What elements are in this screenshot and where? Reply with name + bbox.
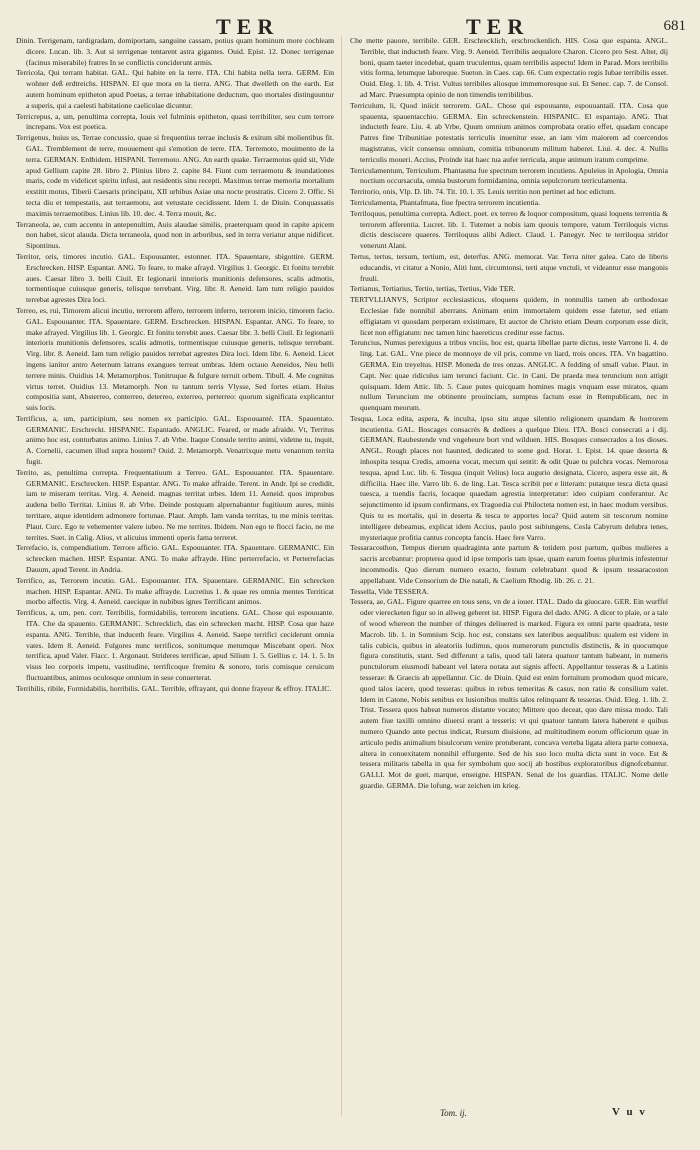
dictionary-entry: Tessera, ae, GAL. Figure quarree en tous sens, vn de a iouer. ITAL. Dado da giuocare. GER. Ein wurffel oder vierecketen figur so in allweg geheret ist. HISP. Figura del dado. ANG. A dicer to plaie, or a tale of wood whereon the number of thinges deliuered is marked. Figura ex omni parte quadrata, teste Macrob. lib. 1. in Somnium Scip. hoc est, constans sex lateribus aequalibus: qualem est videre in talis cubicis, quibus in aleatoriis ludimus, quos numerorum punctulis distinctis, & in quocumque figura constitutis, stant. Sed differunt a talis, quod tali latera quatuor tantum habeant, in numeris punctulorum eiusmodi habeant vel latera notata aut signis affecti. Appellantur tesseras & a Latinis tesserae: & Graecis ab appellantur. Cic. de Diuin. Quid est enim fortuitum promodum quod micare, quod talos iacere, quod tesseras: quibus in rebus temeritas & casus, non ratio & consilium valet. Idem in Catone, Nobis senibus ex lusionibus multis talos relinquant & tesseras. Ouid. Eleg. 1. lib. 2. Trist. Tessera quos habeat numeros distante vocato; Mittere quo deceat, quo dare missa modo. Tali autem fiue taxilli omnino diuersi erant a tesseris: vt qui quatuor tantum latera haberent e quibus numero Quando ante pectus indicat, Rursum diuisione, ad multitudinem eorum officiorum quae in articulo pedis animalium bisulcorum venire protuberant, concava verteba ligata altera parte conuexa, altera in conuexitatem nonnihil effurgente. Sed de his suo loco multa dicta sunt in voce. Est & tessera militaris tabella in qua fer symbolum quo socij ab hostibus exploratoribus dignofcebantur. GALLI. Mot de guet, marque, enseigne. HISPAN. Senal de los guardias. ITALIC. Nome delle guardie. GERMA. Die lofung, war zeichen im krieg. [350,597,668,790]
left-column [16,36,334,695]
dictionary-entry: TERTVLLIANVS, Scriptor ecclesiasticus, eloquens quidem, in nonnullis tamen ab orthodoxae Ecclesiae fide nonnihil aberrans. Animam enim immortalem quidem esse fatetur, sed etiam effigiatam vt quosdam perperam existimare, Et auctor de Christo etiam Deum corporum esse dicit, licet non effigiatum: nec tamen hinc haereticus creditur esse factus. [350,295,668,337]
dictionary-entry: Tertianus, Tertiarius, Tertio, tertias, Tertius, Vide TER. [350,284,516,294]
dictionary-entry: Dinin. Terrigenam, tardigradam, domiportam, sanguine cassam, potius quam hominum more cochleam dicere. Lucan. lib. 3. Aut si terrigenae tentarent astra gigantes. Ouid. Epist. 12. Donec terrigenae (facinus miserabile) fratres In se conflictis conciderunt armis. [16,36,334,67]
dictionary-entry: Terriculamentum, Terriculum. Phantasma fue spectrum terrorem incutiens. Apuleius in Apologia, Omnia noctium occursacula, omnia bustorum formidamina, omnia sepulcrorum terriculamenta. [350,165,668,186]
running-head-left: TER [216,14,280,39]
dictionary-entry: Terraneola, ae, cum accentu in antepenultim, Auis alaudae similis, praeterquam quod in capite apicem non habet, sicut alauda. Dicta terraneola, quod non in arboribus, sed in terra veriatur atque nidificet. Sipontinus. [16,219,334,251]
dictionary-entry: Terrificus, a, um, participium, seu nomen ex participio. GAL. Espouuanté. ITA. Spauentato. GERMANIC. Erschreckt. HISPANIC. Espantado. ANGLIC. Feared, or made afraide. Vt, Territus animo hoc est, conturbatus animo. Linius 7. ab Vrbe. Itaque Consule territo animi, videtne tu, inquit, A. Cornelii, cacumen illud supra hostem? Ouid. 2. Metamorph. Venatrixque metu venantum territa fugit. [16,413,334,467]
dictionary-entry: Terribilis, ribile, Formidabilis, horribilis. GAL. Terrible, effrayant, qui donne frayeur & effroy. ITALIC. [16,683,332,693]
page-number: 681 [663,18,686,34]
dictionary-entry: Terrigenus, huius us, Terrae concussio, quae si frequentius terrae inclusis & exitum sibi molientibus fit. GAL. Tremblement de terre, mouuement qui s'emotion de terre. ITA. Terremoto, mouimento de la terra. GERMAN. Erdbidem. HISPANI. Terremoto. ANG. An earth quake. Terraemotus quid sit, Vide apud Gellium capite 28. libro 2. Plinius libro 2. capite 84. Fiunt cum terraemotu & inundationes maris, code m videlicet spiritu infusi, aut residentis sinu recepti. Maximus terrae memoria mortalium exstitit motus, Tiberii Caesaris principatu, XII urbibus Asiae una nocte prostratis. Cicero 2. Offic. Si tecta diu et tempestatis, aut terraemotu, aut vetustate cecidissent. Idem 1. de Diuin. Conquassatis maximis terraemotibus. Linius lib. 10. dec. 4. Terra mouit, &c. [16,133,334,218]
column-divider [341,36,342,1116]
right-column [350,36,668,792]
dictionary-entry: Terreo, es, rui, Timorem alicui incutio, terrorem affero, terrorem inferro, terrorem inicio, timorem facio. GAL. Espouuanter. ITA. Spauentare. GERM. Erschrecken. HISPAN. Espantar. ANG. To feare, to make afrayed. Virgilius lib. 1. Georgic. Et fonitu terrebit aues. Caesar libr. 3. belli Ciuil. Et legionarii interioris munitionis defensores, scalis admotis, tormentisque cuiusque generis, telisque terrebant. Virg. libr. 8. Aeneid. Iam tum religio pauidos terrebat agrestes Dira loci. Idem libr. 6. Aeneid. Licet ingens ianitor antro Aeternum latrans exangues terreat umbras. Idem octauo Aeneidos, Neu belli terrere minis. Ouidius 14. Metamorphos. Tonitruque & fulgure terruit orbem. Tibull. 4. Me cognitus virtus terret. Ouidius 13. Metamorph. Non tu tantum terris Vlysse, Sed fortes etiam. Huius compositia sunt, Absterreo, conterreo, deterreo, exterreo, perterreo: quorum significata explicantur suis locis. [16,305,334,413]
running-head-right: TER [466,14,530,39]
dictionary-entry: Terriloquus, penultima correpta. Adiect. poet. ex terreo & loquor compositum, quasi loquens terrentia & terrorem afferentia. Lucret. lib. 1. Tutemet a nobis iam quouis tempore, vatum Terriloquis victus dictis desciscere quaeres. Terriloquus alibi Adiect. Claud. 1. Panegyr. Nec te terriloqua stridor venerunt Alani. [350,208,668,251]
dictionary-entry: Tessaracosthon, Tempus dierum quadraginta ante partum & totidem post partum, quibus mulieres a sacris arcebantur: propterea quod id ipse temporis tam ipsae, quam earum foetus plurimis infestentur incommodis. Quo dierum numero exacto, festum celebrabant quod & ipsum tessaracoston appellabant. Vide Censorium de Die natali, & Caelium Rhodig. lib. 26. c. 21. [350,543,668,585]
dictionary-entry: Che mette pauore, terribile. GER. Erschrecklich, erschrockenlich. HIS. Cosa que espanta. ANGL. Terrible, that inducteth feare. Virg. 9. Aeneid. Terribilis aequalore Charon. Cicero pro Sest. Alter, dij boni, quam taeter incedebat, quam truculentus, quam terribilis aspectu! Idem in Parad. Mors terribilis vitis forma, letumque laboreque. Sueton. in Caes. cap. 66. Cum expectatio regis Iubae terribilis esset. Ouid. Eleg. 1. lib. 4. Trist. Vultus terribiles aliosque immemoresque sui. Et Senec. cap. 7. de Consol. ad Marc. Praesumpta opinio de non timendis terribilibus. [350,36,668,99]
dictionary-entry: Territo, as, penultima correpta. Frequentatiuum a Terreo. GAL. Espouuanter. ITA. Spauentare. GERMANIC. Erschrecken. HISP. Espantar. ANG. To make affraide. Terent. in Andr. Ipi se credidit, iam te miseram territas. Virg. 4. Aeneid. magnas territat urbes. Idem 11. Aeneid. quos improbus audena bello Territat. Linius 8. ab Vrbe. Deinde postquam alpernabantur fugitiuum aures, minis territare, atque identidem admonere fortunae. Plaut. Amph. Iam vanda territas, tu me minis territas. Plaut. Curc. Ego te vehementer valere iubeo. Ne me territes. Ibidem. Non ego te flocci facio, ne me territes. Suet. in Calig. Alios, vt alicuius immenti operis fama terreret. [16,467,334,542]
dictionary-entry: Terriculamenta, Phantafmata, fiue fpectra terrorem incutientia. [350,197,541,207]
signature-mark: V u v [612,1106,647,1118]
dictionary-entry: Terrificus, a, um, pen. corr. Terribilis, formidabilis, terrorem incutiens. GAL. Chose qui espouuante. ITA. Che da spauento. GERMANIC. Schrecklich, das ein schrecken macht. HISP. Cosa que haze espanta. ANG. Terrible, that induceth feare. Virgilius 4. Aeneid. Saepe terrifici ceciderunt omnia vates. Idem 8. Aeneid. Fulgores nunc terrificos, sonitumque metumque Miscebant operi. Nox terrifica, apud Valer. Flacc. 1. Argonaut. Strideres terrificae, apud Silium 1. 5. Gellius c. 14. 1. 5. In visus leo corporis impetu, vastitudine, terrificoque fremitu & sonoro, toris comisque ceruicum fluctuantibus, animos oculosque omnium in sese conuerterat. [16,608,334,683]
dictionary-entry: Territorio, onis, Vlp. D. lib. 74. Tit. 10. l. 35. Leuis territio non pertinet ad hoc edictum. [350,187,616,197]
dictionary-entry: Teruncius, Numus perexiguus a tribus vnciis, hoc est, quarta libellae parte dictus, teste Varrone li. 4. de ling. Lat. GAL. Vne piece de monnoye de vil pris, comme vn liard, trois onces. ITA. Vn bagattino. GERMA. Ein treyeltus. HISP. Moneda de tres onzas. ANGLIC. A fedding of small value. Plaut. in Capt. Nec quae ridiculus iam terunci faciunt. Cic. in Cani. De praeda mea teruncium non attigit quisquam. Idem Attic. lib. 5. Caue putes quicquam homines magis vnquam esse miratos, quam nullum Teruncium me obtinente prouinciam, sumptus factum esse in Rempublicam, nec in quenquam meorum. [350,338,668,413]
dictionary-entry: Tertus, tertus, tersum, tertium, est, deterfus. ANG. memorat. Var. Terra niter galea. Cato de liberis educandis, vt citatur a Nonio, Aliti lunt, circumtonsi, terti atque vnctuli, vt videantur esse mangonis fruuli. [350,251,668,283]
dictionary-entry: Terrifico, as, Terrorem incutio. GAL. Espouuanter. ITA. Spauentare. GERMANIC. Ein schrecken machen. HISP. Espantar. ANG. To make affrayde. Lucretius 1. & quae res omnia mentes Territicat morbo affectis. Virg. 4. Aeneid. caecique in nubibus ignes Terrificant animos. [16,575,334,607]
dictionary-entry: Terricrepus, a, um, penultima correpta, Iouis vel fulminis epitheton, quasi terribiliter, seu cum terrore increpans. Vox est poetica. [16,111,334,132]
page-header [0,14,700,38]
dictionary-entry: Terrefacio, is, compendiatium. Terrore afficio. GAL. Espouuanter. ITA. Spauentare. GERMANIC. Ein schrecken machen. HISP. Espantar. ANG. To make affrayde. Hinc perterrefacio, vt Perterrefacias Dauum, apud Terent. in Andria. [16,543,334,575]
dictionary-entry: Terricola, Qui terram habitat. GAL. Qui habite en la terre. ITA. Chi habita nella terra. GERM. Ein wohner deß erdtreichs. HISPAN. El que mora en la tierra. ANG. That dwelleth on the earth. Est autem hominum epitheton apud Poetas, a terrae inhabitatione deductum, quo mortales distinguuntur a superis, qui a caelesti habitatione caelicolae dicuntur. [16,68,334,110]
volume-note: Tom. ij. [440,1108,467,1118]
dictionary-entry: Territor, oris, timores incutio. GAL. Espouuanter, estonner. ITA. Spauentare, sbigottire. GERM. Erschrecken. HISP. Espantar. ANG. To feare, to make afrayd. Virgilius 1. Georgic. Et fonitu terrebit aues. Caesar libro 3. belli Ciuil. Et legionarii interioris munitionis defensores, scalis admotis, tormentisque cuiusque generis, telisque terrebant. Virg. libr. 8. Aeneid. Iam tum religio pauidos terrebat agrestes Dira loci. [16,251,334,305]
dictionary-entry: Terriculum, li, Quod iniicit terrorem. GAL. Chose qui espouuante, espouuantail. ITA. Cosa que spauenta, spauentacchio. GERMA. Ein schreckenstein. HISPANIC. El espantajo. ANG. That inducteth feare. Liu. 4. ab Vrbe, Quum omnium animos comprobata oratio effet, quadam concape Patres fine Tribunitiae potestatis terriculis inuenitur esse, an iam vim maiorem ad coercendos magistratus, vicit consensu omnium, comitia tribunorum militum haberet. Liui. 4. dec. 4. Nullis terriculis moueri. Accius, Proinde itat haec tua aufer terricula, atque animum iratum comprime. [350,100,668,164]
dictionary-entry: Tessella, Vide TESSERA. [350,586,429,596]
dictionary-entry: Tesqua, Loca edita, aspera, & inculta, ipso situ atque silentio religionem quandam & horrorem incutientia. GAL. Boscages consacrés & dediees a quelque Dieu. ITA. Bosci consecrati a i dij. GERMAN. Raubestende vnd vngeheure bort vnd wilduen. HIS. Bosques consecrados a los dioses. ANGL. Rough places not haunted, dedicated to some god. Horat. 1. Epist. 14. quae deserta & inhospita tesqua Credis, amoena vocat, mecum qui sentit: & odit Quae tu pulchra vocas. Nemorosa tesqua, apud Luc. lib. 6. Tesqua (inquit Velius) loca augurio designata, Cicero, aspera esse ait, & difficilia. Haec ille. Varro lib. 6. de ling. Lat. Tesca scribit per e litteram: putatque tesca dicta quasi tuesca, a tuendis facris, locaque quaedam agrestia interpretatur: ideo cuipiam conferantur. Ac sejunctimento id ipsum confirmans, ex Tragoedia cui Philocteta nomen est, in haec modum versibus. Quis tu es mortalis, qui in deserta & tesca te apportes loca? Quid autem sit tescorum nomine intelligere debeamus, explicat idem Accius, paulo post subiungens, Cesla Cabyrum delubra tenes, mysteriaque profitia cantus concepta fancis. Haec fere Varro. [350,413,668,542]
